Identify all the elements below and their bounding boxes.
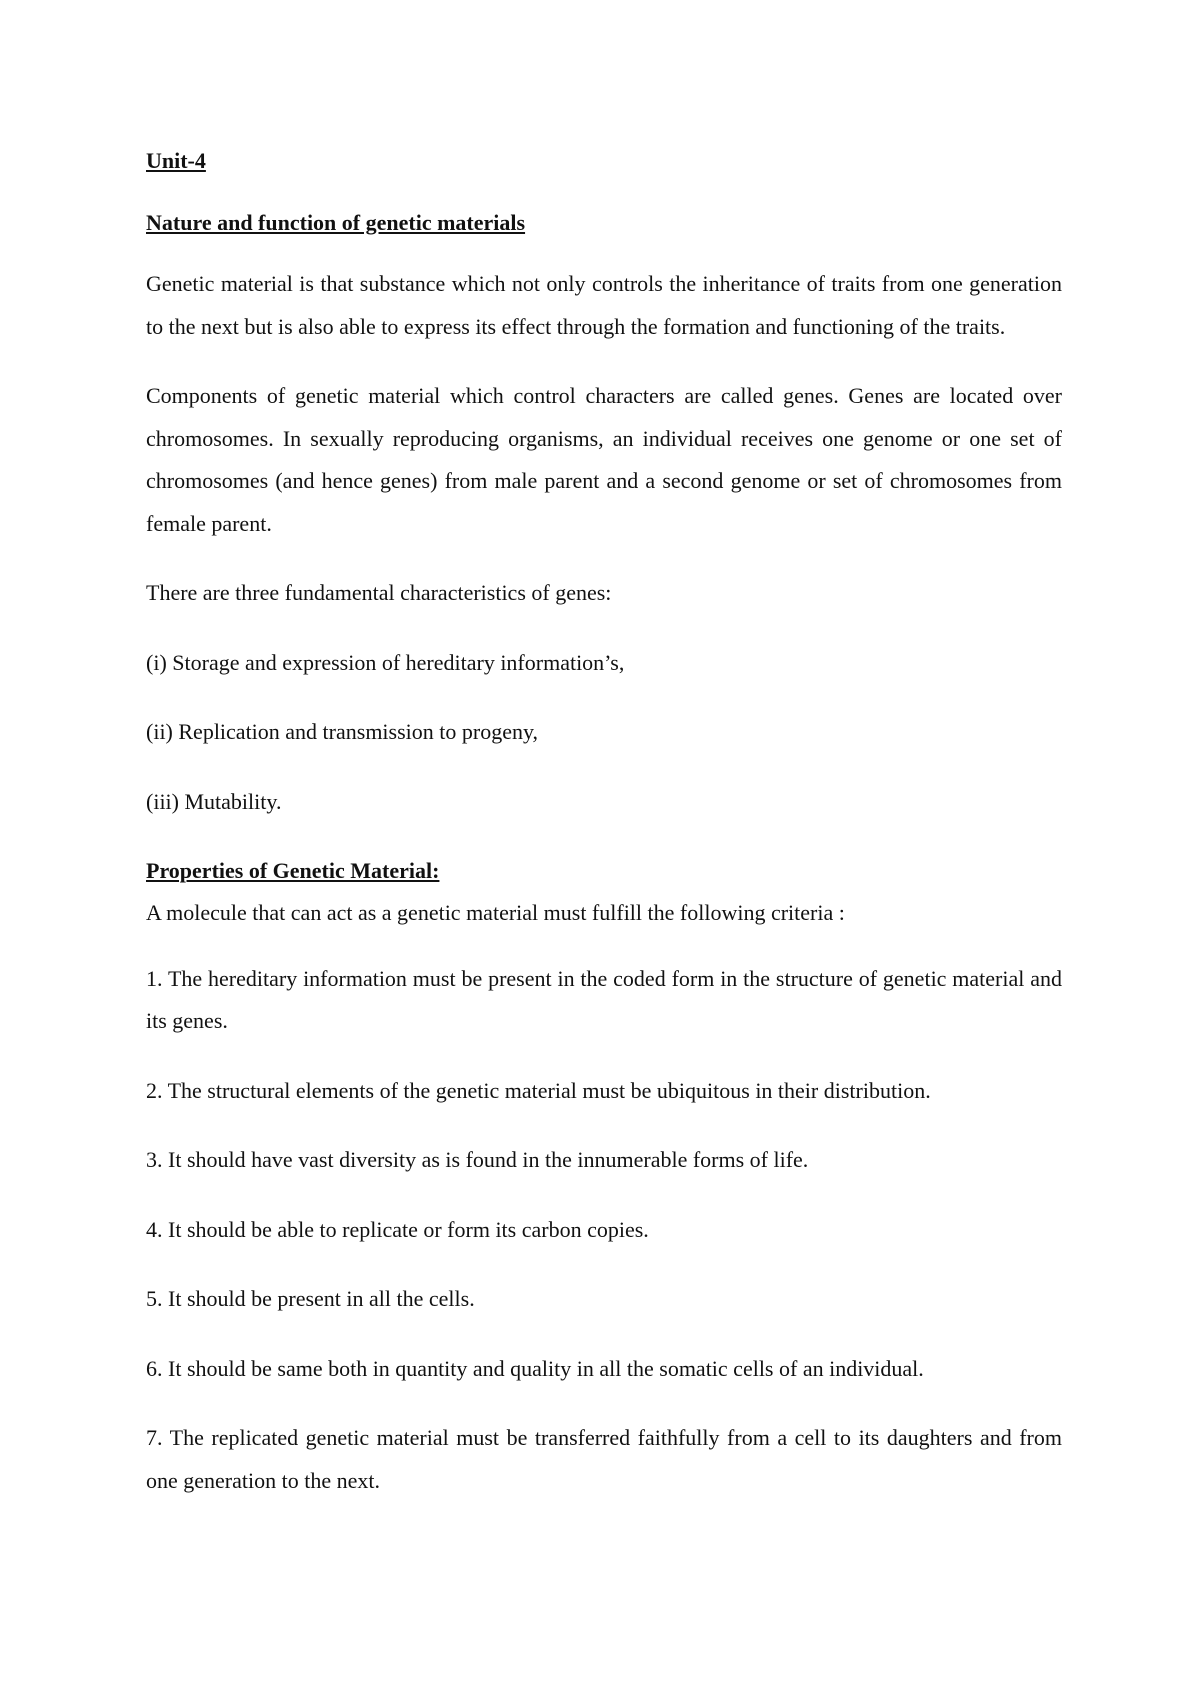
criteria-intro: A molecule that can act as a genetic material must fulfill the following criteria :: [146, 900, 845, 925]
criteria-item: 3. It should have vast diversity as is found in the innumerable forms of life.: [146, 1147, 809, 1172]
unit-heading: Unit-4: [146, 148, 206, 173]
criteria-item: 4. It should be able to replicate or form its carbon copies.: [146, 1216, 649, 1242]
section-heading: Nature and function of genetic materials: [146, 210, 526, 235]
definition-paragraph: Genetic material is that substance which not only controls the inheritance of traits from one generation to the next but is also able to express its effect through the formation and functioning of the traits.: [146, 271, 1062, 339]
criteria-item: 6. It should be same both in quantity and quality in all the somatic cells of an individual.: [146, 1355, 924, 1381]
document-body: [146, 140, 1062, 1529]
characteristics-intro: There are three fundamental characteristics of genes:: [146, 580, 612, 605]
components-paragraph: Components of genetic material which control characters are called genes. Genes are located over chromosomes. In sexually reproducing organisms, an individual receives one genome or one set of chromosomes (and hence genes) from male parent and a second genome or set of chromosomes from female parent.: [146, 383, 1062, 536]
characteristic-item: (iii) Mutability.: [146, 788, 282, 814]
criteria-item: 7. The replicated genetic material must be transferred faithfully from a cell to its daughters and from one generation to the next.: [146, 1425, 1062, 1493]
criteria-item: 1. The hereditary information must be present in the coded form in the structure of genetic material and its genes.: [146, 965, 1062, 1033]
characteristic-item: (ii) Replication and transmission to progeny,: [146, 719, 539, 744]
characteristic-item: (i) Storage and expression of hereditary information’s,: [146, 649, 625, 675]
criteria-item: 5. It should be present in all the cells.: [146, 1286, 475, 1311]
properties-heading: Properties of Genetic Material:: [146, 858, 440, 883]
criteria-item: 2. The structural elements of the genetic material must be ubiquitous in their distribution.: [146, 1077, 931, 1103]
